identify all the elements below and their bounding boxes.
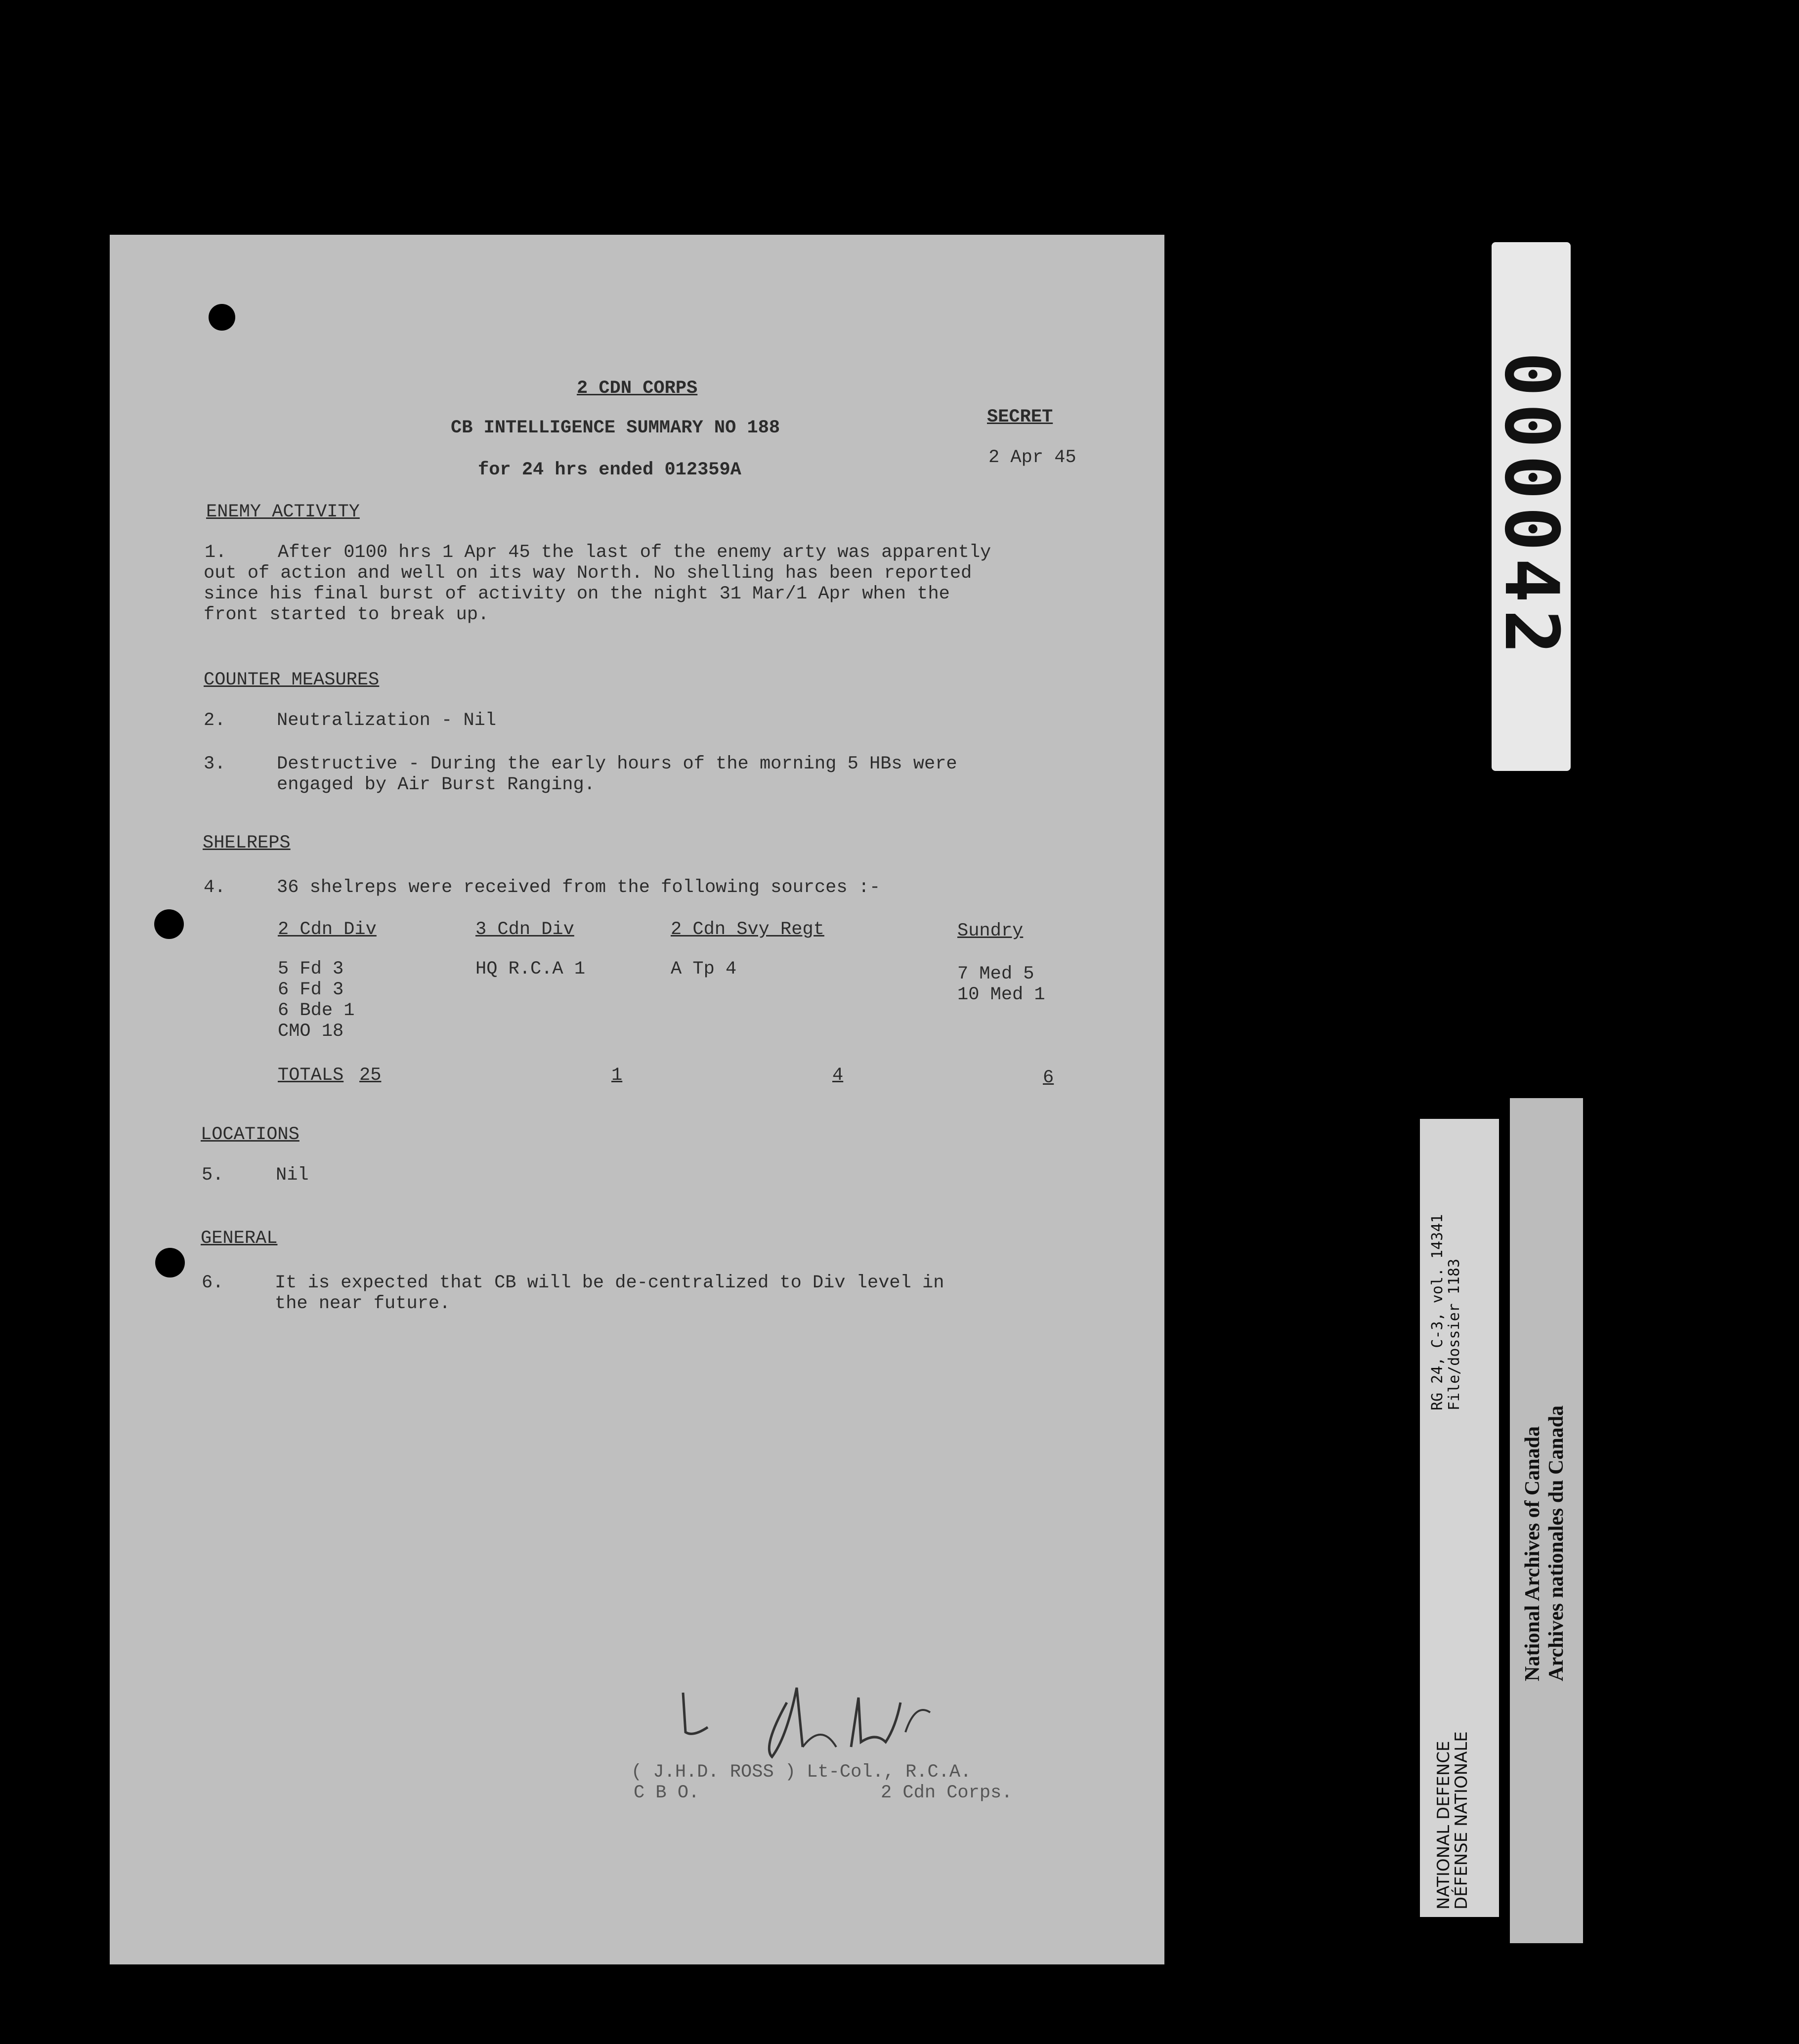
national-archives-label (1510, 1098, 1583, 1943)
signature-name: ( J.H.D. ROSS ) Lt-Col., R.C.A. (631, 1762, 972, 1783)
section-heading-enemy-activity: ENEMY ACTIVITY (206, 502, 360, 522)
total-value: 1 (611, 1065, 623, 1086)
document-subtitle: for 24 hrs ended 012359A (478, 460, 741, 480)
punch-hole (154, 909, 184, 939)
document-page (110, 235, 1164, 1964)
paragraph-number: 2. (204, 710, 226, 731)
section-heading-locations: LOCATIONS (201, 1124, 300, 1145)
section-heading-counter-measures: COUNTER MEASURES (204, 670, 380, 690)
section-heading-shelreps: SHELREPS (203, 833, 291, 853)
paragraph-number: 4. (204, 877, 226, 898)
totals-label: TOTALS (278, 1065, 344, 1086)
column-heading: 2 Cdn Div (278, 919, 377, 940)
classification-stamp: SECRET (987, 407, 1053, 427)
reference-line: File/dossier 1183 (1446, 1258, 1463, 1410)
column-heading: Sundry (957, 921, 1024, 941)
table-cell: 5 Fd 3 (278, 959, 344, 979)
signature-title: C B O. (634, 1783, 700, 1803)
department-line: DÉFENSE NATIONALE (1452, 1731, 1471, 1910)
archive-reference-label (1420, 1119, 1499, 1917)
total-value: 4 (832, 1065, 844, 1086)
general-text: It is expected that CB will be de-centralized to Div level in the near future. (275, 1273, 944, 1314)
table-cell: 7 Med 5 (957, 964, 1034, 984)
archive-name: Archives nationales du Canada (1545, 1405, 1568, 1681)
table-cell: HQ R.C.A 1 (475, 959, 586, 979)
total-value: 6 (1043, 1067, 1054, 1088)
column-heading: 2 Cdn Svy Regt (671, 919, 824, 940)
neutralization-text: Neutralization - Nil (277, 710, 497, 731)
shelreps-intro: 36 shelreps were received from the following sources :- (277, 877, 881, 898)
department-line: NATIONAL DEFENCE (1434, 1741, 1454, 1910)
punch-hole (155, 1248, 185, 1278)
table-cell: 6 Bde 1 (278, 1000, 355, 1021)
paragraph-number: 5. (202, 1165, 224, 1186)
document-title: CB INTELLIGENCE SUMMARY NO 188 (451, 418, 780, 438)
locations-text: Nil (276, 1165, 309, 1186)
column-heading: 3 Cdn Div (475, 919, 574, 940)
table-cell: A Tp 4 (671, 959, 737, 979)
document-date: 2 Apr 45 (988, 447, 1076, 468)
total-value: 25 (359, 1065, 382, 1086)
table-cell: CMO 18 (278, 1021, 344, 1042)
paragraph-number: 6. (202, 1273, 224, 1293)
section-heading-general: GENERAL (201, 1228, 278, 1249)
frame-number: 000042 (1488, 352, 1574, 661)
signature-unit: 2 Cdn Corps. (881, 1783, 1013, 1803)
paragraph-number: 3. (204, 754, 226, 774)
enemy-activity-text: After 0100 hrs 1 Apr 45 the last of the enemy arty was apparently out of action and well on its way North. No shelling has been reported since his final burst of activity on the night 31 Mar/1 Apr when the front started to break up. (204, 542, 991, 625)
unit-header: 2 CDN CORPS (577, 378, 698, 399)
table-cell: 10 Med 1 (957, 984, 1045, 1005)
frame-number-label (1488, 242, 1574, 771)
paragraph-number: 1. (205, 542, 227, 563)
table-cell: 6 Fd 3 (278, 979, 344, 1000)
reference-line: RG 24, C-3, vol. 14341 (1429, 1214, 1446, 1410)
destructive-text: Destructive - During the early hours of the morning 5 HBs were engaged by Air Burst Ranging. (277, 754, 957, 795)
archive-name: National Archives of Canada (1521, 1426, 1544, 1681)
punch-hole (209, 304, 235, 331)
